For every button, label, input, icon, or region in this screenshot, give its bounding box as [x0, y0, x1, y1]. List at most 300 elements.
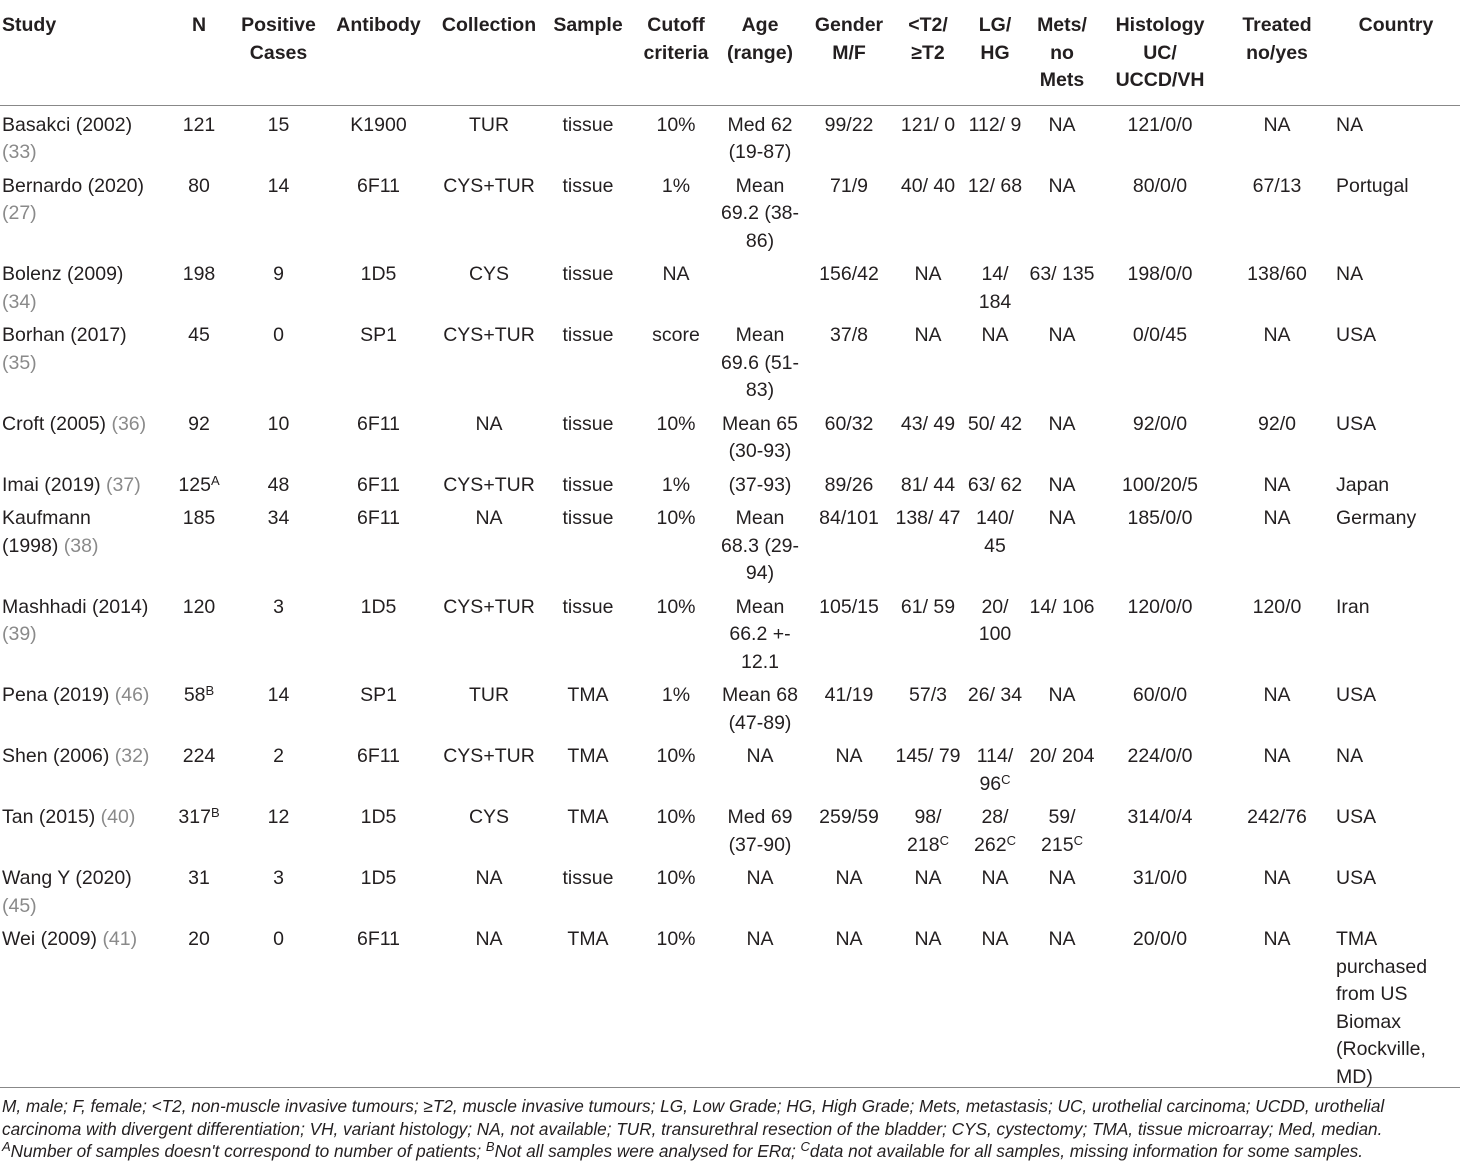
cell-country [1332, 316, 1460, 405]
cell-positive [240, 316, 317, 405]
cell-gender [806, 859, 892, 920]
table-row [0, 105, 1460, 167]
positive-value: 48 [267, 473, 290, 496]
gender-value: 84/101 [819, 507, 879, 529]
histology-value: 121/0/0 [1127, 113, 1193, 136]
study-value: Bernardo (2020) [2, 174, 145, 197]
cutoff-value: 10% [656, 928, 696, 950]
cell-grade [964, 499, 1026, 588]
age-value: Mean 65 (30-93) [722, 412, 798, 462]
column-header-collection: Collection [441, 14, 537, 36]
cell-n [158, 676, 240, 737]
cell-study [0, 105, 158, 167]
grade-value: 63/ 62 [967, 473, 1023, 496]
cell-grade [964, 859, 1026, 920]
cell-mets [1026, 588, 1098, 677]
study-value: Kaufmann (1998) [2, 507, 91, 557]
n-footnote-mark: B [205, 683, 215, 698]
cell-histology [1098, 255, 1222, 316]
age-value: Mean 68 (47-89) [722, 684, 798, 734]
stage-value: 81/ 44 [900, 473, 956, 496]
cell-collection [440, 920, 538, 1091]
column-header-age: Age (range) [726, 14, 794, 64]
mets-value: NA [1048, 324, 1076, 346]
cell-stage [892, 859, 964, 920]
country-value: Japan [1336, 473, 1390, 496]
cell-antibody [317, 316, 440, 405]
cell-sample [538, 167, 638, 256]
column-header-cutoff: Cutoff criteria [643, 14, 709, 64]
cell-histology [1098, 316, 1222, 405]
cell-antibody [317, 167, 440, 256]
cell-collection [440, 466, 538, 500]
cell-stage [892, 167, 964, 256]
grade-value: NA [981, 928, 1009, 950]
table-header-row [0, 0, 1460, 105]
cell-collection [440, 499, 538, 588]
grade-footnote-mark: C [1001, 771, 1011, 787]
cell-cutoff [638, 316, 714, 405]
cell-mets [1026, 167, 1098, 256]
cell-antibody [317, 255, 440, 316]
gender-value: 41/19 [824, 684, 874, 706]
country-value: Germany [1336, 507, 1417, 529]
grade-value: 12/ 68 [967, 174, 1023, 197]
cell-gender [806, 737, 892, 798]
cell-mets [1026, 737, 1098, 798]
cell-sample [538, 405, 638, 466]
grade-value: 26/ 34 [967, 684, 1023, 706]
study-value: Imai (2019) [2, 473, 101, 496]
country-value: USA [1336, 867, 1377, 889]
gender-value: NA [835, 867, 863, 889]
cell-n [158, 499, 240, 588]
table-row [0, 676, 1460, 737]
cell-cutoff [638, 737, 714, 798]
cell-country [1332, 167, 1460, 256]
treated-value: NA [1263, 745, 1291, 767]
mets-value: NA [1048, 412, 1076, 435]
cell-stage [892, 676, 964, 737]
cell-mets [1026, 255, 1098, 316]
cell-cutoff [638, 920, 714, 1091]
cell-sample [538, 920, 638, 1091]
cell-age [714, 405, 806, 466]
cell-country [1332, 405, 1460, 466]
cell-histology [1098, 859, 1222, 920]
reference-number: (46) [114, 684, 150, 706]
cell-collection [440, 167, 538, 256]
cell-country [1332, 499, 1460, 588]
footnote-sample-notes [2, 1140, 1458, 1163]
age-value: NA [746, 745, 774, 767]
cell-histology [1098, 105, 1222, 167]
grade-value: 14/ 184 [978, 263, 1012, 313]
positive-value: 0 [273, 324, 284, 346]
cell-grade [964, 588, 1026, 677]
cell-positive [240, 798, 317, 859]
cell-n [158, 255, 240, 316]
reference-number: (32) [114, 745, 150, 767]
cell-age [714, 798, 806, 859]
cell-histology [1098, 676, 1222, 737]
cell-age [714, 588, 806, 677]
cell-treated [1222, 167, 1332, 256]
n-value: 20 [188, 928, 210, 950]
collection-value: TUR [468, 113, 510, 136]
cell-treated [1222, 737, 1332, 798]
cell-antibody [317, 466, 440, 500]
study-value: Basakci (2002) [2, 113, 133, 136]
cell-age [714, 167, 806, 256]
antibody-value: 1D5 [360, 806, 397, 828]
collection-value: TUR [468, 684, 510, 706]
cell-positive [240, 255, 317, 316]
grade-value: 20/ 100 [978, 595, 1012, 645]
cutoff-value: score [652, 324, 700, 346]
treated-value: NA [1263, 867, 1291, 889]
cell-collection [440, 859, 538, 920]
cell-age [714, 737, 806, 798]
column-header-stage: <T2/ ≥T2 [908, 14, 948, 64]
antibody-value: 1D5 [360, 263, 397, 285]
reference-number: (37) [106, 473, 141, 496]
gender-value: 60/32 [824, 412, 874, 435]
cell-positive [240, 859, 317, 920]
mets-value: NA [1048, 113, 1076, 136]
country-value: USA [1336, 806, 1377, 828]
antibody-value: 6F11 [357, 745, 400, 767]
cell-stage [892, 105, 964, 167]
treated-value: 67/13 [1252, 174, 1302, 197]
cell-study [0, 737, 158, 798]
reference-number: (36) [111, 412, 147, 435]
reference-number: (40) [100, 806, 136, 828]
stage-value: 57/3 [909, 684, 947, 706]
table-body [0, 105, 1460, 1091]
age-value: Med 69 (37-90) [727, 806, 793, 856]
cutoff-value: 10% [656, 412, 696, 435]
cutoff-value: 1% [661, 473, 691, 496]
antibody-value: 6F11 [357, 928, 400, 950]
column-header-n: N [191, 14, 207, 36]
stage-value: NA [914, 867, 942, 889]
reference-number: (34) [2, 290, 37, 313]
cell-stage [892, 798, 964, 859]
antibody-value: 6F11 [357, 507, 400, 529]
cell-stage [892, 466, 964, 500]
cell-stage [892, 588, 964, 677]
cell-gender [806, 105, 892, 167]
mets-value: NA [1048, 928, 1076, 950]
treated-value: 120/0 [1252, 595, 1302, 618]
cell-mets [1026, 798, 1098, 859]
stage-value: 98/ 218 [907, 806, 942, 856]
cell-grade [964, 316, 1026, 405]
cell-sample [538, 316, 638, 405]
stage-value: NA [914, 928, 942, 950]
n-value: 185 [182, 507, 216, 529]
histology-value: 20/0/0 [1132, 928, 1188, 950]
sample-value: TMA [567, 806, 609, 828]
table-row [0, 405, 1460, 466]
gender-value: 156/42 [819, 263, 879, 285]
table-row [0, 737, 1460, 798]
cell-cutoff [638, 499, 714, 588]
cell-histology [1098, 167, 1222, 256]
cell-collection [440, 676, 538, 737]
cell-antibody [317, 676, 440, 737]
treated-value: NA [1263, 324, 1291, 346]
study-value: Bolenz (2009) [2, 263, 124, 285]
cell-treated [1222, 105, 1332, 167]
cell-sample [538, 737, 638, 798]
cell-positive [240, 167, 317, 256]
positive-value: 34 [267, 507, 290, 529]
cell-histology [1098, 588, 1222, 677]
cell-study [0, 405, 158, 466]
cell-cutoff [638, 859, 714, 920]
study-value: Shen (2006) [2, 745, 110, 767]
antibody-value: 6F11 [357, 412, 400, 435]
reference-number: (35) [2, 351, 37, 374]
gender-value: 259/59 [819, 806, 879, 828]
cell-antibody [317, 405, 440, 466]
collection-value: NA [475, 412, 503, 435]
cell-treated [1222, 499, 1332, 588]
histology-value: 0/0/45 [1132, 324, 1188, 346]
cell-positive [240, 405, 317, 466]
cell-antibody [317, 859, 440, 920]
gender-value: NA [835, 745, 863, 767]
study-value: Wei (2009) [2, 928, 98, 950]
cutoff-value: NA [662, 263, 690, 285]
cell-study [0, 466, 158, 500]
reference-number: (45) [2, 894, 37, 917]
cell-antibody [317, 798, 440, 859]
table-row [0, 466, 1460, 500]
mets-value: NA [1048, 684, 1076, 706]
sample-value: TMA [567, 684, 609, 706]
cell-study [0, 798, 158, 859]
cell-grade [964, 798, 1026, 859]
cell-gender [806, 588, 892, 677]
antibody-value: K1900 [350, 113, 407, 136]
cell-antibody [317, 920, 440, 1091]
footnote-a: Number of samples doesn't correspond to number of patients; [10, 1141, 486, 1161]
positive-value: 10 [267, 412, 290, 435]
cell-sample [538, 859, 638, 920]
grade-value: 50/ 42 [967, 412, 1023, 435]
cell-gender [806, 499, 892, 588]
cell-sample [538, 676, 638, 737]
cell-grade [964, 167, 1026, 256]
age-value: Mean 66.2 +- 12.1 [729, 595, 791, 673]
footnote-a-mark: A [2, 1139, 11, 1154]
cell-study [0, 859, 158, 920]
study-value: Mashhadi (2014) [2, 595, 149, 618]
cell-study [0, 676, 158, 737]
column-header-country: Country [1358, 14, 1434, 36]
positive-value: 3 [273, 595, 284, 618]
cell-gender [806, 405, 892, 466]
n-value: 224 [182, 745, 216, 767]
cell-collection [440, 737, 538, 798]
cell-cutoff [638, 105, 714, 167]
stage-value: 121/ 0 [900, 113, 956, 136]
cell-collection [440, 105, 538, 167]
country-value: USA [1336, 684, 1377, 706]
cell-country [1332, 798, 1460, 859]
sample-value: tissue [562, 473, 614, 496]
cell-collection [440, 405, 538, 466]
footnote-abbreviations: M, male; F, female; <T2, non-muscle invasive tumours; ≥T2, muscle invasive tumours; LG, Low Grade; HG, High Grade; Mets, metastasis; UC, urothelial carcinoma; UCDD, urothelial carcinoma with divergent differentiation; VH, variant histology; NA, not available; TUR, transurethral resection of the bladder; CYS, cystectomy; TMA, tissue microarray; Med, median. [2, 1096, 1385, 1139]
stage-value: NA [914, 263, 942, 285]
age-value: (37-93) [728, 473, 792, 496]
column-header-sample: Sample [553, 14, 623, 36]
collection-value: CYS [468, 806, 510, 828]
stage-value: 43/ 49 [900, 412, 956, 435]
cell-n [158, 405, 240, 466]
gender-value: 99/22 [824, 113, 874, 136]
cell-mets [1026, 105, 1098, 167]
column-header-positive: Positive Cases [241, 14, 316, 64]
cell-grade [964, 255, 1026, 316]
cell-cutoff [638, 676, 714, 737]
cell-n [158, 737, 240, 798]
table-footnotes [2, 1095, 1458, 1163]
column-header-mets: Mets/ no Mets [1037, 14, 1087, 91]
grade-value: 28/ 262 [974, 806, 1009, 856]
footnote-b-mark: B [485, 1139, 495, 1154]
column-header-treated: Treated no/yes [1242, 14, 1312, 64]
histology-value: 120/0/0 [1127, 595, 1193, 618]
cell-mets [1026, 405, 1098, 466]
cell-collection [440, 255, 538, 316]
n-value: 120 [182, 595, 216, 618]
table-row [0, 859, 1460, 920]
cell-antibody [317, 105, 440, 167]
cell-gender [806, 316, 892, 405]
cell-treated [1222, 588, 1332, 677]
cell-positive [240, 920, 317, 1091]
cutoff-value: 10% [656, 745, 696, 767]
histology-value: 185/0/0 [1127, 507, 1193, 529]
age-value: Med 62 (19-87) [727, 113, 793, 163]
stage-footnote-mark: C [939, 832, 949, 848]
positive-value: 3 [273, 867, 284, 889]
cell-study [0, 316, 158, 405]
table-row [0, 588, 1460, 677]
gender-value: 71/9 [830, 174, 868, 197]
cell-country [1332, 737, 1460, 798]
cell-stage [892, 255, 964, 316]
mets-value: NA [1048, 174, 1076, 197]
gender-value: 89/26 [824, 473, 874, 496]
cell-cutoff [638, 798, 714, 859]
cell-age [714, 676, 806, 737]
column-header-grade: LG/ HG [978, 14, 1012, 64]
country-value: TMA purchased from US Biomax (Rockville, MD) [1336, 928, 1428, 1088]
treated-value: NA [1263, 928, 1291, 950]
mets-value: 14/ 106 [1029, 595, 1095, 618]
positive-value: 9 [273, 263, 284, 285]
cutoff-value: 10% [656, 113, 696, 136]
table-bottom-rule [0, 1087, 1460, 1088]
footnote-b: Not all samples were analysed for ERα; [494, 1141, 801, 1161]
sample-value: tissue [562, 595, 614, 618]
cell-grade [964, 920, 1026, 1091]
cutoff-value: 1% [661, 684, 691, 706]
cell-cutoff [638, 405, 714, 466]
cell-grade [964, 105, 1026, 167]
cell-antibody [317, 588, 440, 677]
collection-value: NA [475, 928, 503, 950]
cell-gender [806, 676, 892, 737]
positive-value: 0 [273, 928, 284, 950]
cell-treated [1222, 255, 1332, 316]
stage-value: NA [914, 324, 942, 346]
cell-gender [806, 255, 892, 316]
cell-age [714, 859, 806, 920]
country-value: USA [1336, 324, 1377, 346]
cell-country [1332, 676, 1460, 737]
cell-country [1332, 588, 1460, 677]
table-row [0, 920, 1460, 1091]
gender-value: 37/8 [830, 324, 868, 346]
cell-treated [1222, 859, 1332, 920]
antibody-value: SP1 [360, 324, 397, 346]
cell-positive [240, 676, 317, 737]
age-value: Mean 68.3 (29-94) [720, 507, 800, 584]
cell-grade [964, 676, 1026, 737]
cell-treated [1222, 920, 1332, 1091]
cell-histology [1098, 798, 1222, 859]
cell-n [158, 920, 240, 1091]
n-value: 58 [183, 684, 206, 706]
cell-antibody [317, 499, 440, 588]
cell-age [714, 466, 806, 500]
n-value: 121 [182, 113, 216, 136]
cell-positive [240, 499, 317, 588]
cell-study [0, 588, 158, 677]
table-row [0, 798, 1460, 859]
cutoff-value: 1% [661, 174, 691, 197]
treated-value: NA [1263, 684, 1291, 706]
cell-histology [1098, 466, 1222, 500]
cell-mets [1026, 676, 1098, 737]
n-value: 92 [188, 412, 210, 435]
positive-value: 12 [267, 806, 290, 828]
cell-histology [1098, 737, 1222, 798]
collection-value: CYS+TUR [443, 745, 535, 767]
cell-collection [440, 316, 538, 405]
cell-gender [806, 920, 892, 1091]
cell-study [0, 499, 158, 588]
cell-sample [538, 499, 638, 588]
cell-sample [538, 105, 638, 167]
cell-country [1332, 859, 1460, 920]
cell-histology [1098, 920, 1222, 1091]
reference-number: (38) [63, 534, 99, 557]
n-footnote-mark: A [210, 472, 220, 488]
n-value: 198 [182, 263, 216, 285]
sample-value: tissue [562, 412, 614, 435]
gender-value: 105/15 [819, 595, 879, 618]
histology-value: 198/0/0 [1127, 263, 1193, 285]
cell-n [158, 167, 240, 256]
cell-cutoff [638, 255, 714, 316]
